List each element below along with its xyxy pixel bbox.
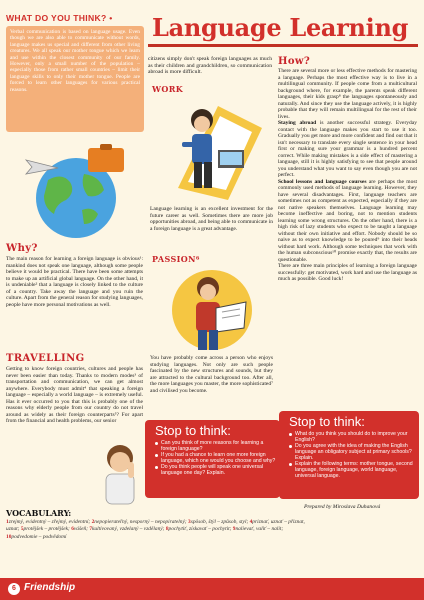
vocab-entry: kultivovaný, vzdelaný – vzdělaný; <box>92 526 166 533</box>
travelling-text: Getting to know foreign countries, cultures and people has never been easier than today. Thanks to modern modes³ of transportation and communication, we can get almost anywhere. Everybody must admit⁴ that speaking a foreign language – especially a world language – is extremely useful. Has it ever occurred to you that this is probably one of the reasons why elderly people from our country do not travel around as widely as their foreign counterparts⁵? For apart from the financial and health problems, our senior <box>6 366 143 424</box>
vocab-number: 7 <box>89 526 93 533</box>
how-heading: How? <box>278 56 311 67</box>
title-underline <box>148 44 418 47</box>
vocab-number: 8 <box>165 526 169 533</box>
school-lessons-label: School lessons and language courses <box>278 178 367 185</box>
stop-to-think-list-right <box>289 431 419 479</box>
vocab-entry: podvedomie – podvědomí <box>11 533 67 540</box>
vocab-entry: nepopierateľný, nesporný – nepopiratelný; <box>94 519 189 525</box>
worker-illustration <box>158 96 266 202</box>
globe-travel-illustration <box>8 140 146 240</box>
vocab-number: 10 <box>6 533 12 540</box>
vocabulary-line <box>6 519 418 526</box>
author-credit: Prepared by Miroslava Duhanová <box>304 504 381 510</box>
stop-question: What do you think you should do to improve your English? <box>289 431 419 443</box>
stop-to-think-title-middle: Stop to think: <box>155 423 231 438</box>
stop-to-think-list-middle <box>155 440 280 476</box>
how-outro: There are three main principles of learning a foreign language successfully: get motivated, work hard and use the language as much as possible. Good luck! <box>278 263 417 282</box>
travelling-heading: TRAVELLING <box>6 353 85 364</box>
page-title: Language Learning <box>152 13 409 42</box>
vocab-entry: vášeň; <box>73 526 90 533</box>
vocabulary-list <box>6 519 418 541</box>
vocab-number: 3 <box>188 519 191 525</box>
vocab-entry: priznať, uznať – přiznat, <box>252 519 305 525</box>
stop-question: Explain the following terms: mother tongue, second language, foreign language, world language, universal language. <box>289 461 419 479</box>
how-text <box>278 68 417 283</box>
vocab-number: 1 <box>6 519 9 525</box>
page-number: 6 <box>8 583 20 595</box>
stop-to-think-box-middle <box>145 420 280 498</box>
work-text: Language learning is an excellent investment for the future career as well. Sometimes there are more job opportunities abroad, and being able to communicate in a foreign language is a great advantage. <box>150 206 273 232</box>
vocab-number: 5 <box>20 526 24 533</box>
why-heading: Why? <box>6 243 38 254</box>
vocab-entry: uznat; <box>6 526 21 533</box>
vocab-number: 4 <box>249 519 253 525</box>
passion-text: You have probably come across a person who enjoys studying languages. Not only are such people fascinated by the new structures and sounds, but they are attracted to the cultural background too. After all, the more languages you master, the more sophisticated⁷ and civilised you become. <box>150 355 273 394</box>
stop-question: Do you think people will speak one universal language one day? Explain. <box>155 464 280 476</box>
stop-question: Do you agree with the idea of making the English language an obligatory subject at primary schools? Explain. <box>289 443 419 461</box>
vocabulary-line <box>6 526 418 533</box>
work-heading: WORK <box>152 84 184 94</box>
vocab-entry: zrejmý, evidentný – zřejmý, evidentní; <box>8 519 92 525</box>
page-footer <box>0 578 424 600</box>
school-lessons-text: are perhaps the most commonly used methods of language learning. However, they have several disadvantages. First, language teachers are sometimes not as competent as expected, especially if they are not native speakers themselves. Language learning may become ineffective and boring, not to mention students learning some wrong structures. On the other hand, there is a high risk of lazy students who expect to be taught a language without their own initiative and effort. Nobody should be so naive as to expect knowledge to be poured⁹ into their heads without hard work. Although some techniques that work with the human subconscious¹⁰ promise exactly that, the results are questionable. <box>278 178 418 263</box>
stop-to-think-title-right: Stop to think: <box>289 414 365 429</box>
vocab-entry: pochytiť, získavať – pochytit; <box>168 526 233 533</box>
vocab-number: 6 <box>71 526 74 533</box>
passion-heading: PASSION⁶ <box>152 254 200 264</box>
reading-person-illustration <box>160 262 264 354</box>
how-intro: There are several more or less effective methods for mastering a language. Perhaps the most effective way is to live in a multilingual community. If people come from a multicultural background where, for example, the parents speak different languages, their kids grasp⁸ the languages spontaneously and naturally. And since they use the language actively, it is highly probable that they will remain multilingual for the rest of their lives. <box>278 68 417 120</box>
vocab-entry: spôsob, štýl – způsob, styl; <box>190 519 250 525</box>
why-text: The main reason for learning a foreign language is obvious¹: mankind does not speak one language, although some people believe it would be practical. There have been some attempts to make up an artificial global language. On the other hand, it is undeniable² that a language is closely linked to the culture of a country. Take away the language and you ruin the culture. Apart from the general reason for studying languages, people have more personal motivations as well. <box>6 256 143 308</box>
magazine-brand: Friendship <box>24 582 76 593</box>
vocabulary-line <box>6 534 418 541</box>
staying-abroad-text: is another successful strategy. Everyday contact with the language makes you start to use it too. Gradually you get more and more confident and find out that it isn't necessary to translate every single sentence in your head first or making sure your grammar is a hundred percent correct. While making mistakes is a side effect of mastering a language, still it is highly satisfying to see that people around you understand what you want to say even though you are not perfect. <box>278 120 417 178</box>
what-do-you-think-text: Verbal communication is based on language usage. Even though we are also able to communicate without words, language makes us special and different from other living creatures. We all speak our mother tongue which we learn and use within the closest community of our family. However, only a small number of the population – especially those from rather small countries – limit their language skills to only their mother tongue. People are forced to learn other languages for various practical reasons. <box>10 29 140 93</box>
vocab-entry: nalievať, valiť – nalít; <box>235 526 284 533</box>
what-do-you-think-box <box>6 26 144 132</box>
vocab-entry: protějšek – protějšek; <box>23 526 72 533</box>
what-do-you-think-heading: WHAT DO YOU THINK? • <box>6 13 113 23</box>
middle-lead-text: citizens simply don't speak foreign languages as much as their children and grandchildren, so communication abroad is more difficult. <box>148 56 272 75</box>
vocab-number: 9 <box>232 526 236 533</box>
vocab-number: 2 <box>91 519 95 525</box>
staying-abroad-label: Staying abroad <box>278 120 317 126</box>
stop-question: If you had a chance to learn one more foreign language, which one would you choose and why? <box>155 452 280 464</box>
vocabulary-heading: VOCABULARY: <box>6 508 72 518</box>
thinking-boy-illustration <box>92 440 148 506</box>
stop-to-think-box-right <box>279 411 419 499</box>
stop-question: Can you think of more reasons for learning a foreign language? <box>155 440 280 452</box>
